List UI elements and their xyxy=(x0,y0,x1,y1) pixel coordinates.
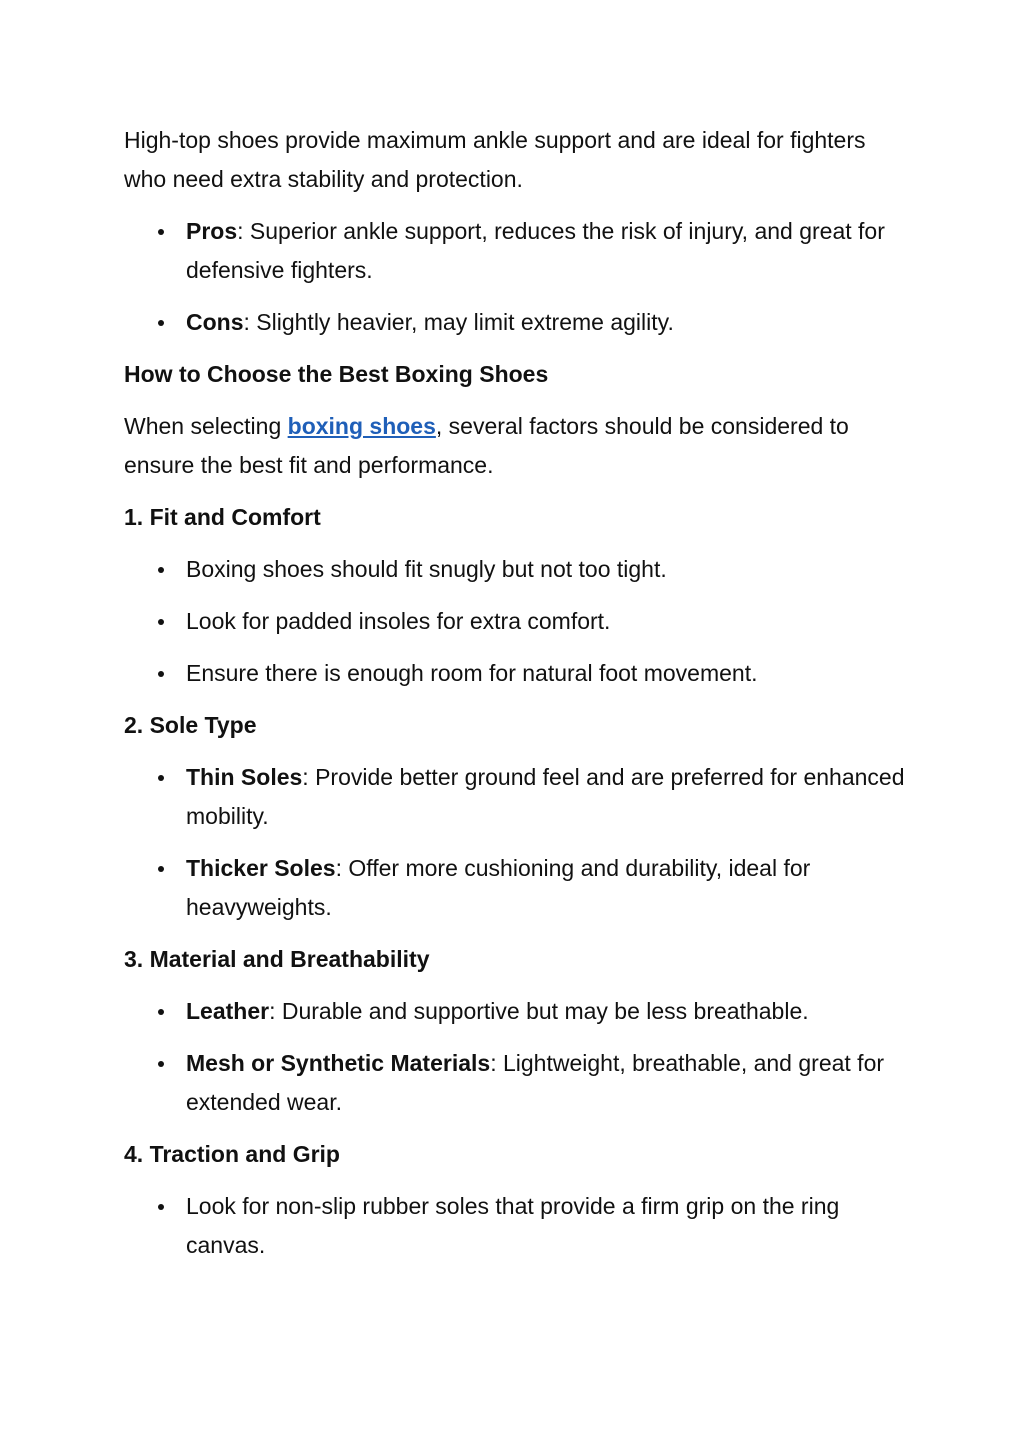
hightop-pros-cons-list xyxy=(124,212,914,342)
heading-traction-grip: 4. Traction and Grip xyxy=(124,1141,340,1167)
material-list xyxy=(124,992,914,1122)
intro-paragraph: High-top shoes provide maximum ankle support and are ideal for fighters who need extra stability and protection. xyxy=(124,127,866,192)
list-item-mesh xyxy=(124,1044,914,1122)
bullet-icon xyxy=(158,229,164,235)
list-item-cons xyxy=(124,303,914,342)
heading-sole-type: 2. Sole Type xyxy=(124,712,257,738)
bullet-icon xyxy=(158,1204,164,1210)
list-item-text: Ensure there is enough room for natural foot movement. xyxy=(186,660,758,686)
term-cons: Cons xyxy=(186,309,244,335)
bullet-icon xyxy=(158,775,164,781)
bullet-icon xyxy=(158,1061,164,1067)
desc-cons: : Slightly heavier, may limit extreme agility. xyxy=(243,309,674,335)
sole-type-list xyxy=(124,758,914,927)
heading-material-breathability: 3. Material and Breathability xyxy=(124,946,430,972)
choose-text-after: , several factors should be considered to ensure the best fit and performance. xyxy=(124,413,849,478)
term-pros: Pros xyxy=(186,218,238,244)
document-body xyxy=(124,121,914,1278)
bullet-icon xyxy=(158,320,164,326)
bullet-icon xyxy=(158,567,164,573)
bullet-icon xyxy=(158,866,164,872)
list-item-thicker-soles xyxy=(124,849,914,927)
list-item xyxy=(124,550,914,589)
heading-how-to-choose: How to Choose the Best Boxing Shoes xyxy=(124,361,549,387)
desc-mesh: : Lightweight, breathable, and great for extended wear. xyxy=(186,1050,885,1115)
fit-comfort-list xyxy=(124,550,914,693)
list-item-text: Look for non-slip rubber soles that provide a firm grip on the ring canvas. xyxy=(186,1193,840,1258)
traction-list xyxy=(124,1187,914,1265)
heading-fit-comfort: 1. Fit and Comfort xyxy=(124,504,321,530)
bullet-icon xyxy=(158,1009,164,1015)
term-leather: Leather xyxy=(186,998,270,1024)
choose-text-before: When selecting xyxy=(124,413,288,439)
list-item xyxy=(124,654,914,693)
desc-thicker-soles: : Offer more cushioning and durability, ideal for heavyweights. xyxy=(186,855,811,920)
list-item-thin-soles xyxy=(124,758,914,836)
choose-paragraph xyxy=(124,407,914,485)
list-item-leather xyxy=(124,992,914,1031)
desc-thin-soles: : Provide better ground feel and are preferred for enhanced mobility. xyxy=(186,764,905,829)
term-thin-soles: Thin Soles xyxy=(186,764,303,790)
desc-pros: : Superior ankle support, reduces the risk of injury, and great for defensive fighters. xyxy=(186,218,885,283)
list-item xyxy=(124,602,914,641)
list-item-text: Boxing shoes should fit snugly but not too tight. xyxy=(186,556,667,582)
list-item-pros xyxy=(124,212,914,290)
desc-leather: : Durable and supportive but may be less breathable. xyxy=(269,998,809,1024)
term-thicker-soles: Thicker Soles xyxy=(186,855,336,881)
bullet-icon xyxy=(158,671,164,677)
list-item xyxy=(124,1187,914,1265)
term-mesh: Mesh or Synthetic Materials xyxy=(186,1050,491,1076)
bullet-icon xyxy=(158,619,164,625)
boxing-shoes-link[interactable]: boxing shoes xyxy=(287,413,436,439)
list-item-text: Look for padded insoles for extra comfort. xyxy=(186,608,611,634)
